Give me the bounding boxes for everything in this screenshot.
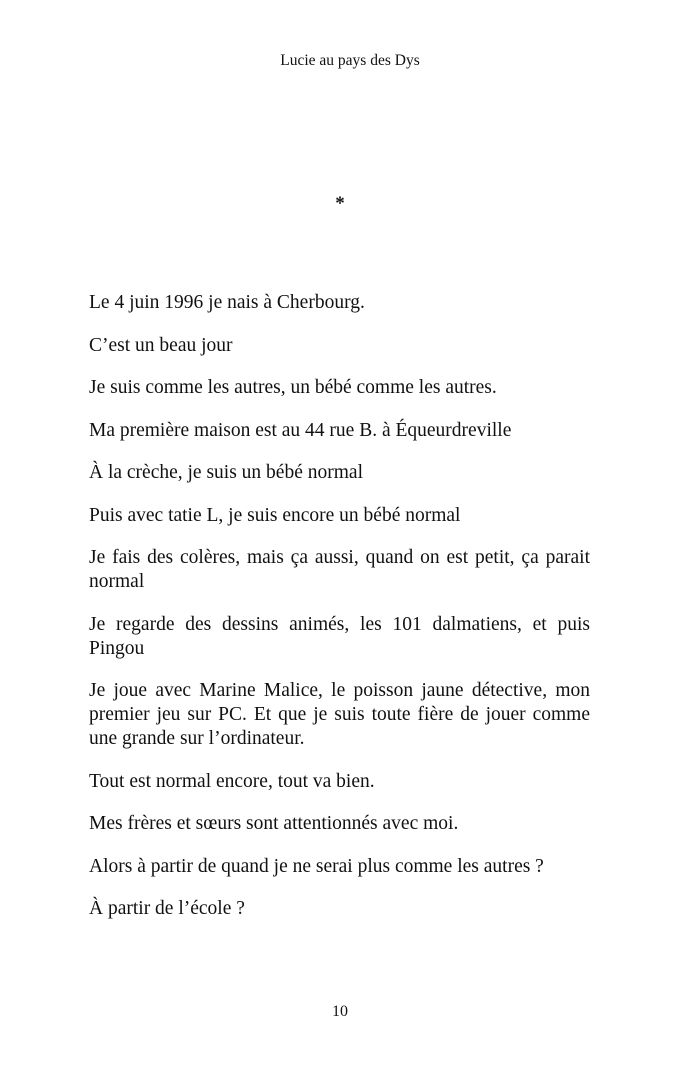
paragraph: À partir de l’école ? [89, 898, 245, 919]
paragraph: Mes frères et sœurs sont attentionnés avec moi. [89, 813, 459, 834]
page-number: 10 [332, 1003, 348, 1020]
paragraph: Je joue avec Marine Malice, le poisson jaune détective, mon premier jeu sur PC. Et que je suis toute fière de jouer comme une grande sur l’ordinateur. [89, 680, 590, 749]
body-text [89, 291, 590, 940]
paragraph: Puis avec tatie L, je suis encore un bébé normal [89, 504, 461, 526]
running-header: Lucie au pays des Dys [280, 52, 420, 69]
paragraph: Je suis comme les autres, un bébé comme les autres. [89, 377, 497, 398]
paragraph: Je fais des colères, mais ça aussi, quand on est petit, ça parait normal [89, 547, 590, 592]
paragraph: Je regarde des dessins animés, les 101 dalmatiens, et puis Pingou [89, 613, 590, 659]
paragraph: Tout est normal encore, tout va bien. [89, 770, 375, 792]
paragraph: C’est un beau jour [89, 334, 233, 356]
paragraph: Ma première maison est au 44 rue B. à Équeurdreville [89, 419, 512, 441]
section-separator: * [335, 193, 345, 214]
paragraph: Alors à partir de quand je ne serai plus comme les autres ? [89, 855, 544, 877]
paragraph: Le 4 juin 1996 je nais à Cherbourg. [89, 292, 365, 313]
paragraph: À la crèche, je suis un bébé normal [89, 462, 363, 483]
